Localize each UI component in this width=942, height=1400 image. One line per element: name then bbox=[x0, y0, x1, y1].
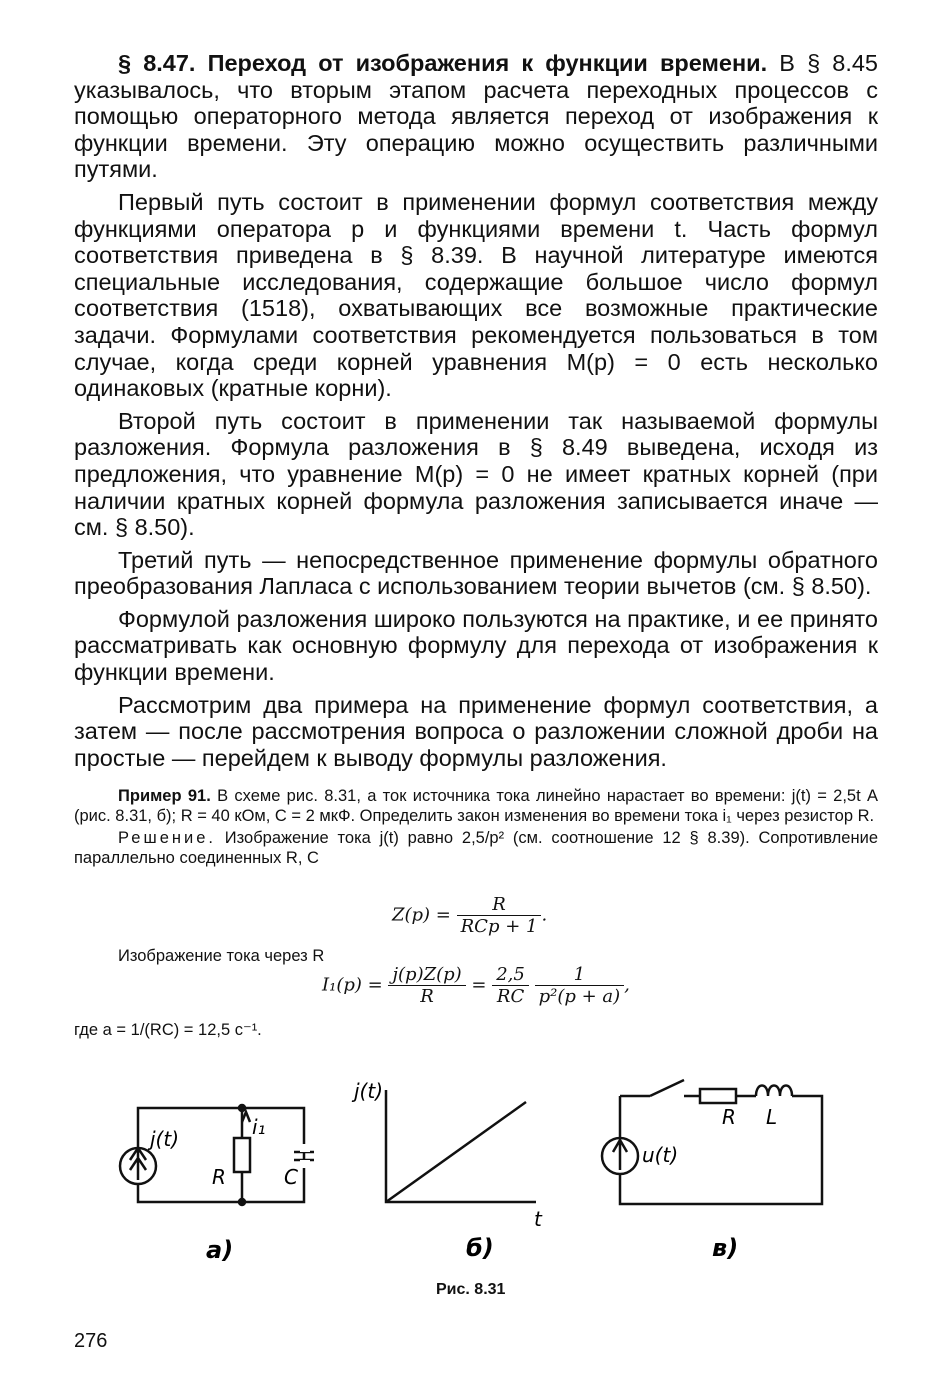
axis-label-t: t bbox=[534, 1207, 542, 1231]
example-label: Пример 91. bbox=[118, 787, 211, 805]
paragraph-1-body: В § 8.45 указывалось, что вторым этапом расчета переходных процессов с помощью операторного метода является переход от изображения к функции времени. Эту операцию можно осуществить различными путями. bbox=[74, 50, 878, 183]
formula-z-lhs: Z(p) = bbox=[392, 904, 451, 926]
formula-i1-denominator: R bbox=[420, 986, 434, 1007]
formula-i1-second-numerator: 1 bbox=[535, 964, 625, 986]
node-bottom bbox=[239, 1199, 245, 1205]
paragraph-5: Формулой разложения широко пользуются на практике, и ее принято рассматривать как основную формулу для перехода от изображения к функции времени. bbox=[74, 605, 878, 686]
formula-z-numerator: R bbox=[457, 894, 542, 916]
label-j: j(t) bbox=[150, 1127, 180, 1151]
label-l: L bbox=[766, 1105, 778, 1129]
paragraph-4: Третий путь — непосредственное применение формулы обратного преобразования Лапласа с использованием теории вычетов (см. § 8.50). bbox=[74, 546, 878, 600]
resistor-r-icon bbox=[234, 1138, 250, 1172]
formula-i1-coef-numerator: 2,5 bbox=[492, 964, 529, 986]
fig-label-b: б) bbox=[466, 1234, 494, 1262]
formula-i1-second-denominator: p²(p + a) bbox=[538, 986, 621, 1007]
inductor-l-icon bbox=[756, 1086, 792, 1097]
circuit-c bbox=[602, 1080, 822, 1204]
graph-b bbox=[386, 1090, 536, 1202]
fig-label-a: а) bbox=[206, 1236, 234, 1264]
formula-i1-equals: = bbox=[471, 974, 487, 996]
formula-i1-coef-denominator: RC bbox=[496, 986, 525, 1007]
label-c: C bbox=[284, 1165, 298, 1189]
label-u: u(t) bbox=[642, 1143, 679, 1167]
capacitor-gap-top bbox=[300, 1144, 310, 1152]
formula-z-tail: . bbox=[541, 904, 548, 926]
resistor-r2-icon bbox=[700, 1089, 736, 1103]
formula-i1-lhs: I₁(p) = bbox=[322, 974, 383, 996]
paragraph-3: Второй путь состоит в применении так называемой формулы разложения. Формула разложения в § 8.49 выведена, исходя из предложения, что уравнение M(p) = 0 не имеет кратных корней (при наличии кратных корней формула разложения записывается иначе — см. § 8.50). bbox=[74, 407, 878, 541]
label-r: R bbox=[212, 1165, 226, 1189]
formula-i1-tail: , bbox=[624, 974, 630, 996]
fig-label-c: в) bbox=[712, 1234, 739, 1262]
solution-body: Изображение тока j(t) равно 2,5/p² (см. соотношение 12 § 8.39). Сопротивление параллельно соединенных R, C bbox=[74, 829, 878, 867]
solution-word: Решение. bbox=[118, 829, 216, 847]
figure-caption: Рис. 8.31 bbox=[436, 1281, 506, 1298]
circuit-a bbox=[120, 1105, 314, 1205]
where-text: где a = 1/(RC) = 12,5 с⁻¹. bbox=[74, 1021, 262, 1039]
paragraph-2: Первый путь состоит в применении формул соответствия между функциями оператора p и функциями времени t. Часть формул соответствия приведена в § 8.39. В научной литературе имеются специальные исследования, содержащие большое число формул соответствия (1518), охватывающих все возможные практические задачи. Формулами соответствия рекомендуется пользоваться в том случае, когда среди корней уравнения M(p) = 0 есть несколько одинаковых (кратные корни). bbox=[74, 188, 878, 402]
label-r2: R bbox=[722, 1105, 736, 1129]
example-body: В схеме рис. 8.31, а ток источника тока линейно нарастает во времени: j(t) = 2,5t А (рис. 8.31, б); R = 40 кОм, C = 2 мкФ. Определить закон изменения во времени тока i₁ через резистор R. bbox=[74, 787, 878, 825]
formula-i1-numerator: j(p)Z(p) bbox=[388, 964, 465, 986]
label-i1: i₁ bbox=[252, 1115, 266, 1139]
section-heading: § 8.47. Переход от изображения к функции времени. bbox=[118, 50, 768, 76]
graph-jt-line bbox=[386, 1102, 526, 1202]
capacitor-gap-bottom bbox=[300, 1160, 310, 1168]
node-top bbox=[239, 1105, 245, 1111]
current-through-r-text: Изображение тока через R bbox=[118, 947, 325, 965]
axis-label-jt: j(t) bbox=[354, 1079, 384, 1103]
paragraph-6: Рассмотрим два примера на применение формул соответствия, а затем — после рассмотрения вопроса о разложении сложной дроби на простые — перейдем к выводу формулы разложения. bbox=[74, 691, 878, 771]
page-number: 276 bbox=[74, 1330, 108, 1352]
formula-z-denominator: RCp + 1 bbox=[460, 916, 538, 937]
